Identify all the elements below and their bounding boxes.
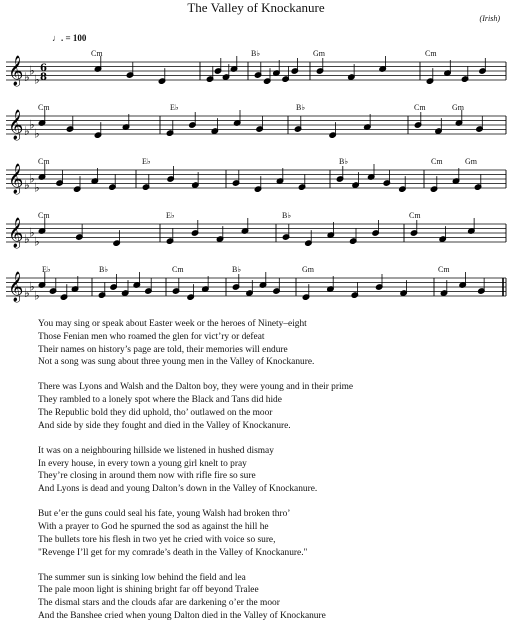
lyric-line: The Republic bold they did uphold, tho’ outlawed on the moor [38, 407, 273, 418]
flat-icon: ♭ [29, 63, 35, 78]
chord-symbol: E♭ [170, 103, 179, 112]
chord-symbol: E♭ [42, 265, 51, 274]
lyric-line: They’re closing in around them now with rifle fire so sure [38, 471, 256, 482]
flat-icon: ♭ [24, 232, 30, 246]
flat-icon: ♭ [24, 70, 30, 84]
chord-symbol: B♭ [339, 157, 349, 166]
flat-icon: ♭ [34, 234, 40, 249]
lyric-line: And the Banshee cried when young Dalton died in the Valley of Knockanure [38, 610, 326, 621]
chord-symbol: Gm [302, 265, 314, 274]
flat-icon: ♭ [34, 180, 40, 195]
time-signature-bottom: 8 [40, 72, 47, 83]
music-score [0, 0, 512, 310]
lyric-line: But e’er the guns could seal his fate, young Walsh had broken thro’ [38, 509, 291, 520]
lyric-line: There was Lyons and Walsh and the Dalton boy, they were young and in their prime [38, 382, 354, 393]
lyric-line: And Lyons is dead and young Dalton’s down in the Valley of Knockanure. [38, 484, 318, 495]
verse-4 [38, 508, 508, 559]
lyric-line: They rambled to a lonely spot where the Black and Tans did hide [38, 395, 282, 406]
verse-5 [38, 572, 508, 623]
flat-icon: ♭ [29, 279, 35, 294]
chord-symbol: B♭ [232, 265, 242, 274]
chord-symbol: B♭ [296, 103, 306, 112]
flat-icon: ♭ [29, 117, 35, 132]
verse-3 [38, 445, 508, 496]
flat-icon: ♭ [24, 178, 30, 192]
chord-symbol: Cm [38, 211, 50, 220]
lyric-line: Not a song was sung about three young men in the Valley of Knockanure. [38, 357, 315, 368]
chord-symbol: Cm [431, 157, 443, 166]
lyric-line: "Revenge I’ll get for my comrade’s death in the Valley of Knockanure." [38, 547, 308, 558]
lyric-line: And side by side they fought and died in the Valley of Knockanure. [38, 420, 291, 431]
chord-symbol: Cm [414, 103, 426, 112]
verse-1 [38, 318, 508, 369]
lyric-line: It was on a neighbouring hillside we listened in hushed dismay [38, 445, 274, 456]
flat-icon: ♭ [24, 124, 30, 138]
origin-label: (Irish) [479, 14, 500, 23]
lyric-line: The pale moon light is shining bright far off beyond Tralee [38, 585, 259, 596]
verse-2 [38, 381, 508, 432]
tempo-marking: ♩. = 100 [52, 33, 87, 43]
lyric-line: The summer sun is sinking low behind the field and lea [38, 572, 246, 583]
lyric-line: The dismal stars and the clouds afar are darkening o’er the moor [38, 598, 280, 609]
chord-symbol: B♭ [282, 211, 292, 220]
time-signature-top: 6 [40, 63, 47, 74]
flat-icon: ♭ [34, 72, 40, 87]
treble-clef-icon: 𝄞 [8, 164, 24, 194]
chord-symbol: B♭ [251, 49, 261, 58]
lyric-line: With a prayer to God he spurned the sod as against the hill he [38, 521, 269, 532]
lyric-line: In every house, in every town a young girl knelt to pray [38, 458, 247, 469]
flat-icon: ♭ [34, 288, 40, 303]
chord-symbol: B♭ [99, 265, 109, 274]
lyric-line: Their names on history’s page are told, their memories will endure [38, 344, 288, 355]
treble-clef-icon: 𝄞 [8, 56, 24, 86]
chord-symbol: Gm [313, 49, 325, 58]
lyric-line: You may sing or speak about Easter week or the heroes of Ninety–eight [38, 319, 307, 329]
flat-icon: ♭ [29, 225, 35, 240]
flat-icon: ♭ [29, 171, 35, 186]
flat-icon: ♭ [24, 286, 30, 300]
chord-symbol: Cm [438, 265, 450, 274]
page-title: The Valley of Knockanure [187, 0, 325, 15]
chord-symbol: Gm [452, 103, 464, 112]
treble-clef-icon: 𝄞 [8, 272, 24, 302]
flat-icon: ♭ [34, 126, 40, 141]
chord-symbol: Cm [172, 265, 184, 274]
chord-symbol: Cm [409, 211, 421, 220]
chord-symbol: E♭ [142, 157, 151, 166]
chord-symbol: Cm [91, 49, 103, 58]
chord-symbol: E♭ [166, 211, 175, 220]
chord-symbol: Cm [38, 157, 50, 166]
treble-clef-icon: 𝄞 [8, 110, 24, 140]
lyric-line: Those Fenian men who roamed the glen for vict’ry or defeat [38, 331, 265, 342]
chord-symbol: Cm [38, 103, 50, 112]
treble-clef-icon: 𝄞 [8, 218, 24, 248]
chord-symbol: Gm [465, 157, 477, 166]
chord-symbol: Cm [425, 49, 437, 58]
lyric-line: The bullets tore his flesh in two yet he cried with voice so sure, [38, 534, 276, 545]
lyrics-block [38, 318, 508, 635]
